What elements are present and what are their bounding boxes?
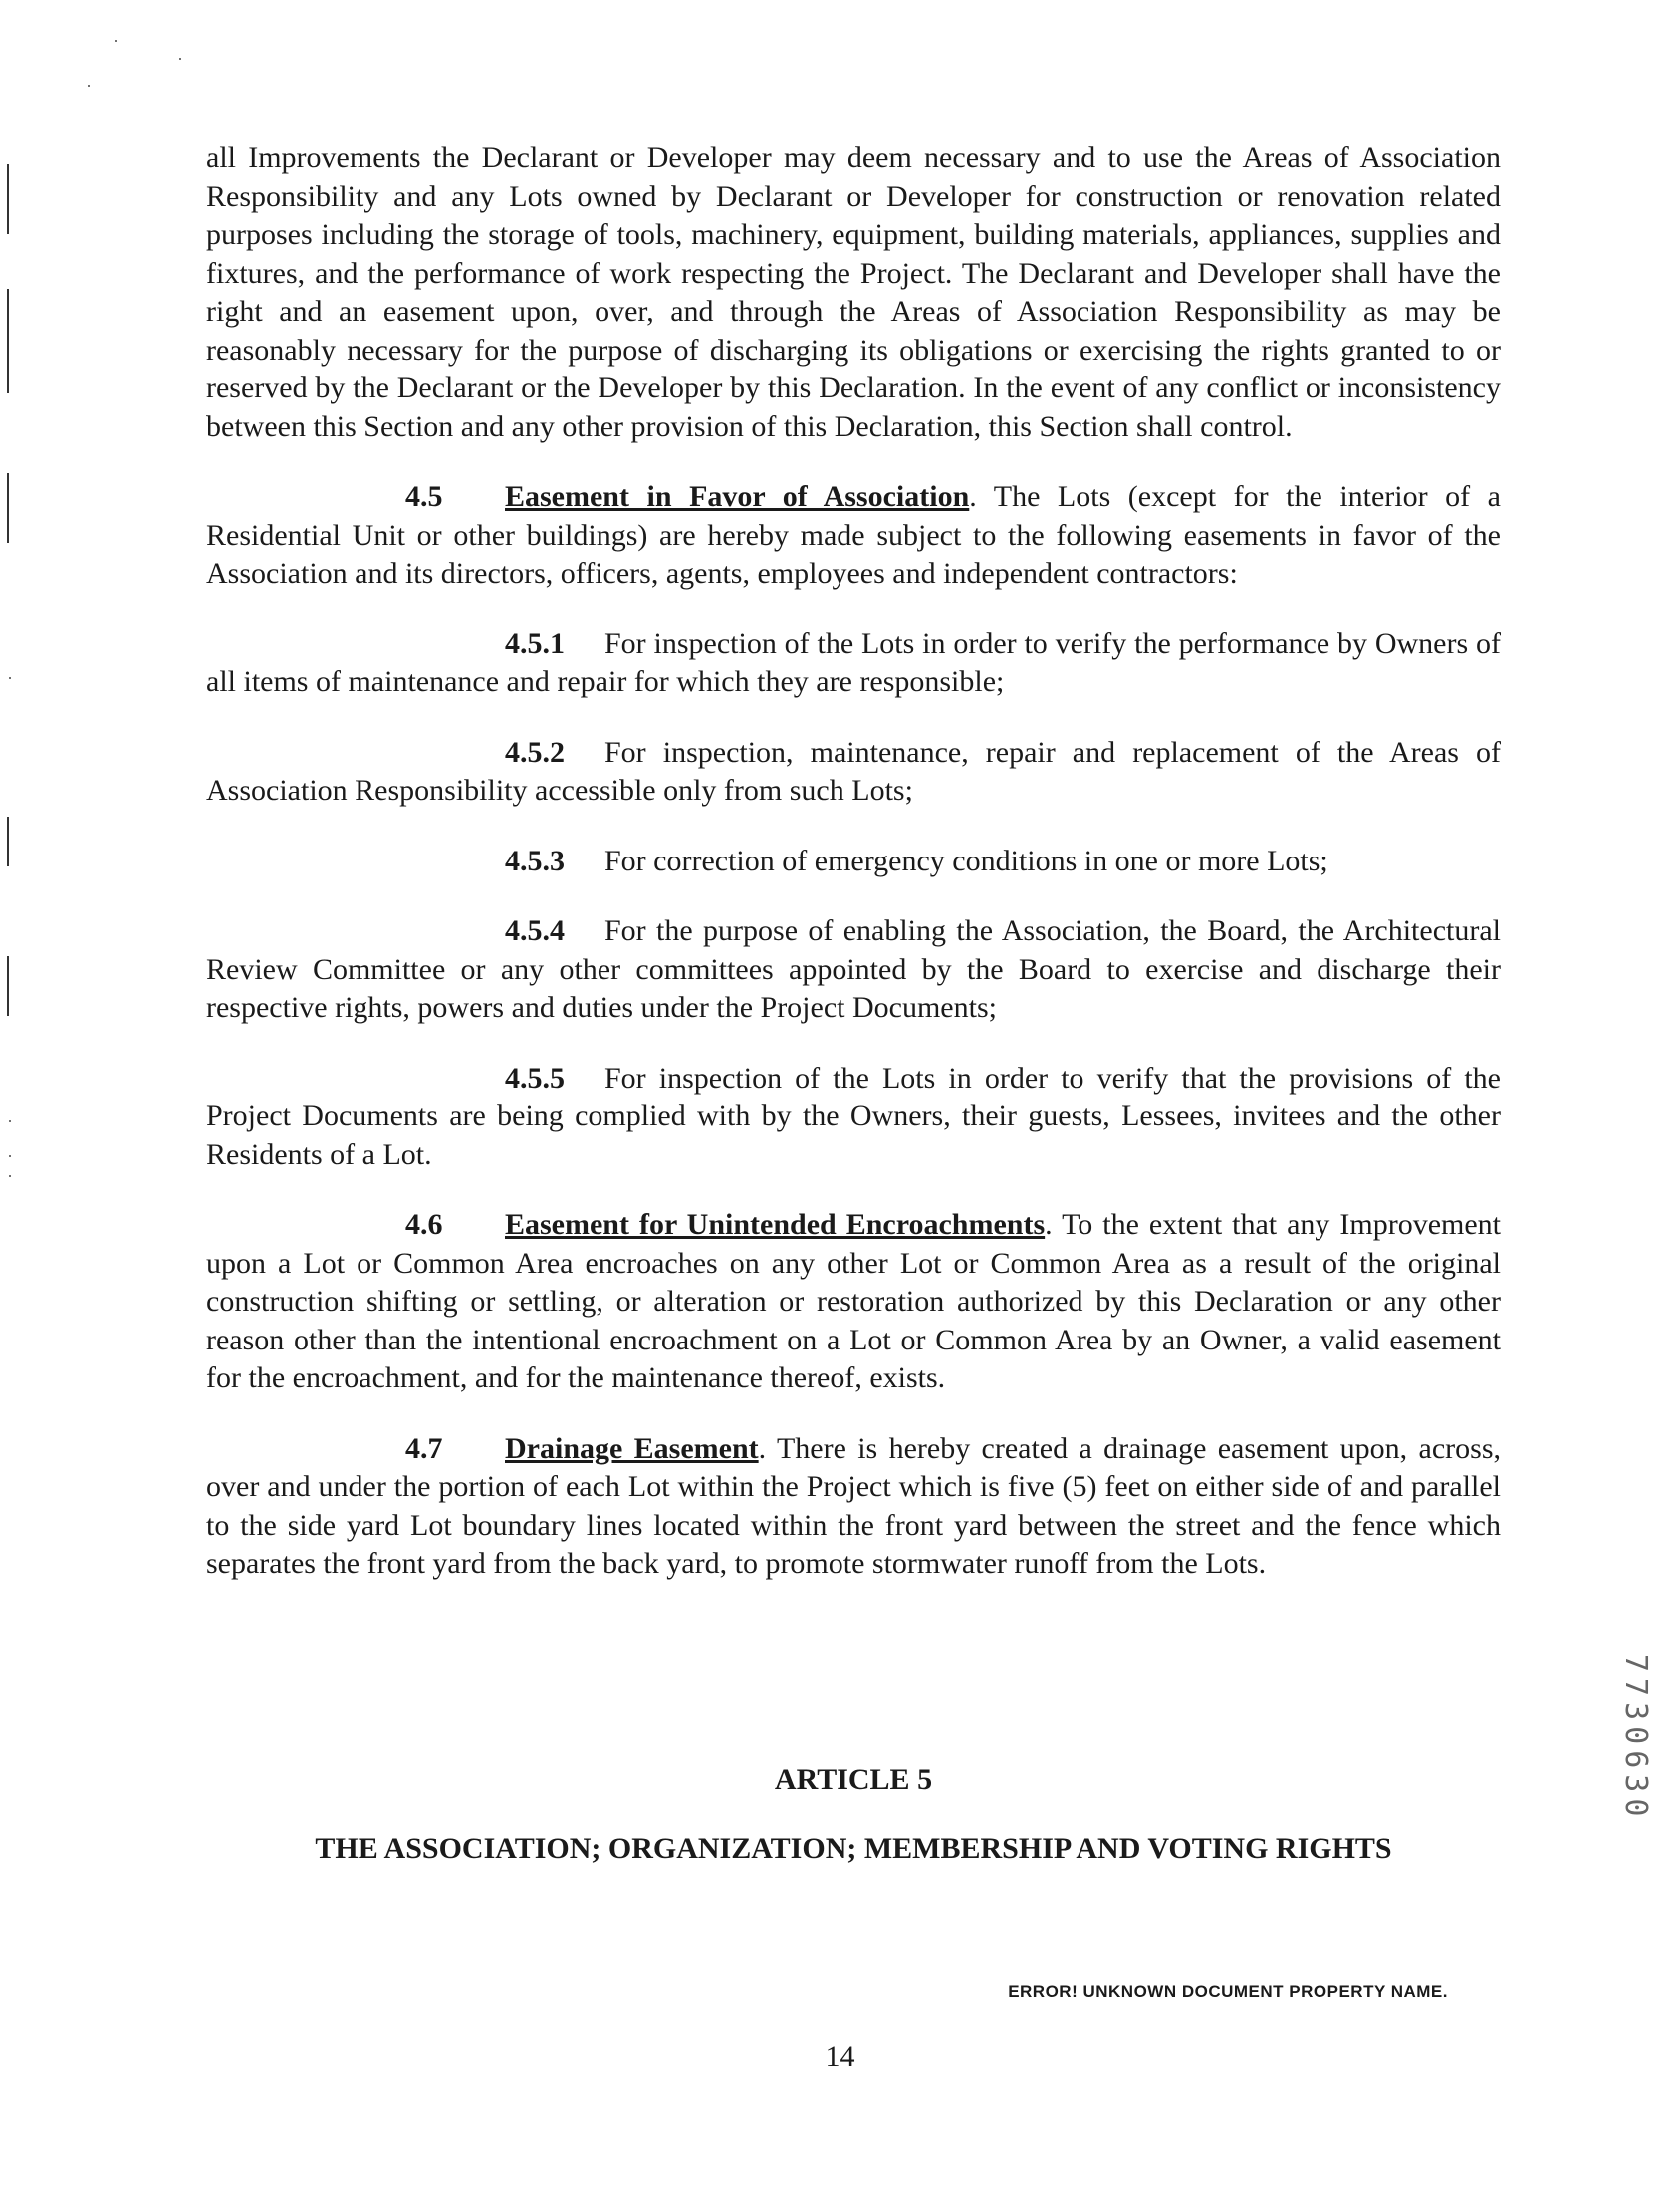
speck	[9, 1155, 11, 1157]
section-4-7	[206, 1430, 1501, 1584]
body-text	[206, 139, 1501, 1615]
subsection-number: 4.5.4	[505, 914, 565, 947]
speck	[179, 58, 181, 60]
margin-mark	[7, 473, 9, 543]
section-4-5	[206, 478, 1501, 594]
section-heading: Drainage Easement	[505, 1431, 759, 1465]
margin-mark	[7, 956, 9, 1016]
article-subtitle: THE ASSOCIATION; ORGANIZATION; MEMBERSHIP AND VOTING RIGHTS	[315, 1833, 1392, 1865]
section-text: . There is hereby created a drainage easement upon, across, over and under the portion of each Lot within the Project which is five (5) feet on either side of and parallel to the side yard Lot boundary lines located within the front yard between the street and the fence which separates the front yard from the back yard, to promote stormwater runoff from the Lots.	[206, 1431, 1501, 1580]
subsection-text: For correction of emergency conditions in one or more Lots;	[604, 844, 1328, 877]
footer-doc-ref: ERROR! UNKNOWN DOCUMENT PROPERTY NAME.	[1008, 1982, 1448, 2001]
section-number: 4.7	[405, 1431, 443, 1465]
subsection-text: For the purpose of enabling the Association, the Board, the Architectural Review Committee or any other committees appointed by the Board to exercise and discharge their respective rights, powers and duties under the Project Documents;	[206, 914, 1501, 1024]
subsection-text: For inspection of the Lots in order to verify the performance by Owners of all items of maintenance and repair for which they are responsible;	[206, 626, 1501, 698]
intro-paragraph: all Improvements the Declarant or Developer may deem necessary and to use the Areas of Association Responsibility and any Lots owned by Declarant or Developer for construction or renovation related purposes including the storage of tools, machinery, equipment, building materials, appliances, supplies and fixtures, and the performance of work respecting the Project. The Declarant and Developer shall have the right and an easement upon, over, and through the Areas of Association Responsibility as may be reasonably necessary for the purpose of discharging its obligations or exercising the rights granted to or reserved by the Declarant or the Developer by this Declaration. In the event of any conflict or inconsistency between this Section and any other provision of this Declaration, this Section shall control.	[206, 141, 1501, 443]
subsection-4-5-5	[206, 1060, 1501, 1175]
subsection-4-5-3	[206, 843, 1501, 881]
side-stamp: 7730630	[1618, 1653, 1653, 1823]
subsection-number: 4.5.1	[505, 626, 565, 660]
speck	[115, 40, 117, 42]
section-number: 4.5	[405, 480, 443, 513]
speck	[9, 677, 11, 679]
subsection-4-5-1	[206, 625, 1501, 702]
section-heading: Easement in Favor of Association	[505, 480, 970, 513]
speck	[88, 85, 90, 87]
subsection-number: 4.5.5	[505, 1061, 565, 1095]
margin-mark	[7, 817, 9, 866]
subsection-4-5-4	[206, 912, 1501, 1028]
section-4-6	[206, 1206, 1501, 1398]
page-number: 14	[825, 2040, 855, 2073]
subsection-text: For inspection, maintenance, repair and replacement of the Areas of Association Responsibility accessible only from such Lots;	[206, 735, 1501, 807]
section-number: 4.6	[405, 1208, 443, 1241]
subsection-text: For inspection of the Lots in order to verify that the provisions of the Project Documents are being complied with by the Owners, their guests, Lessees, invitees and the other Residents of a Lot.	[206, 1061, 1501, 1171]
section-text: . To the extent that any Improvement upon a Lot or Common Area encroaches on any other Lot or Common Area as a result of the original construction shifting or settling, or alteration or restoration authorized by this Declaration or any other reason other than the intentional encroachment on a Lot or Common Area by an Owner, a valid easement for the encroachment, and for the maintenance thereof, exists.	[206, 1208, 1501, 1394]
speck	[9, 1175, 11, 1177]
margin-mark	[7, 164, 9, 234]
subsection-number: 4.5.3	[505, 844, 565, 877]
speck	[9, 1120, 11, 1122]
margin-mark	[7, 289, 9, 393]
subsection-4-5-2	[206, 734, 1501, 811]
subsection-number: 4.5.2	[505, 735, 565, 769]
section-heading: Easement for Unintended Encroachments	[505, 1208, 1046, 1241]
section-text: . The Lots (except for the interior of a Residential Unit or other buildings) are hereby made subject to the following easements in favor of the Association and its directors, officers, agents, employees and independent contractors:	[206, 480, 1501, 590]
article-title: ARTICLE 5	[774, 1763, 933, 1796]
